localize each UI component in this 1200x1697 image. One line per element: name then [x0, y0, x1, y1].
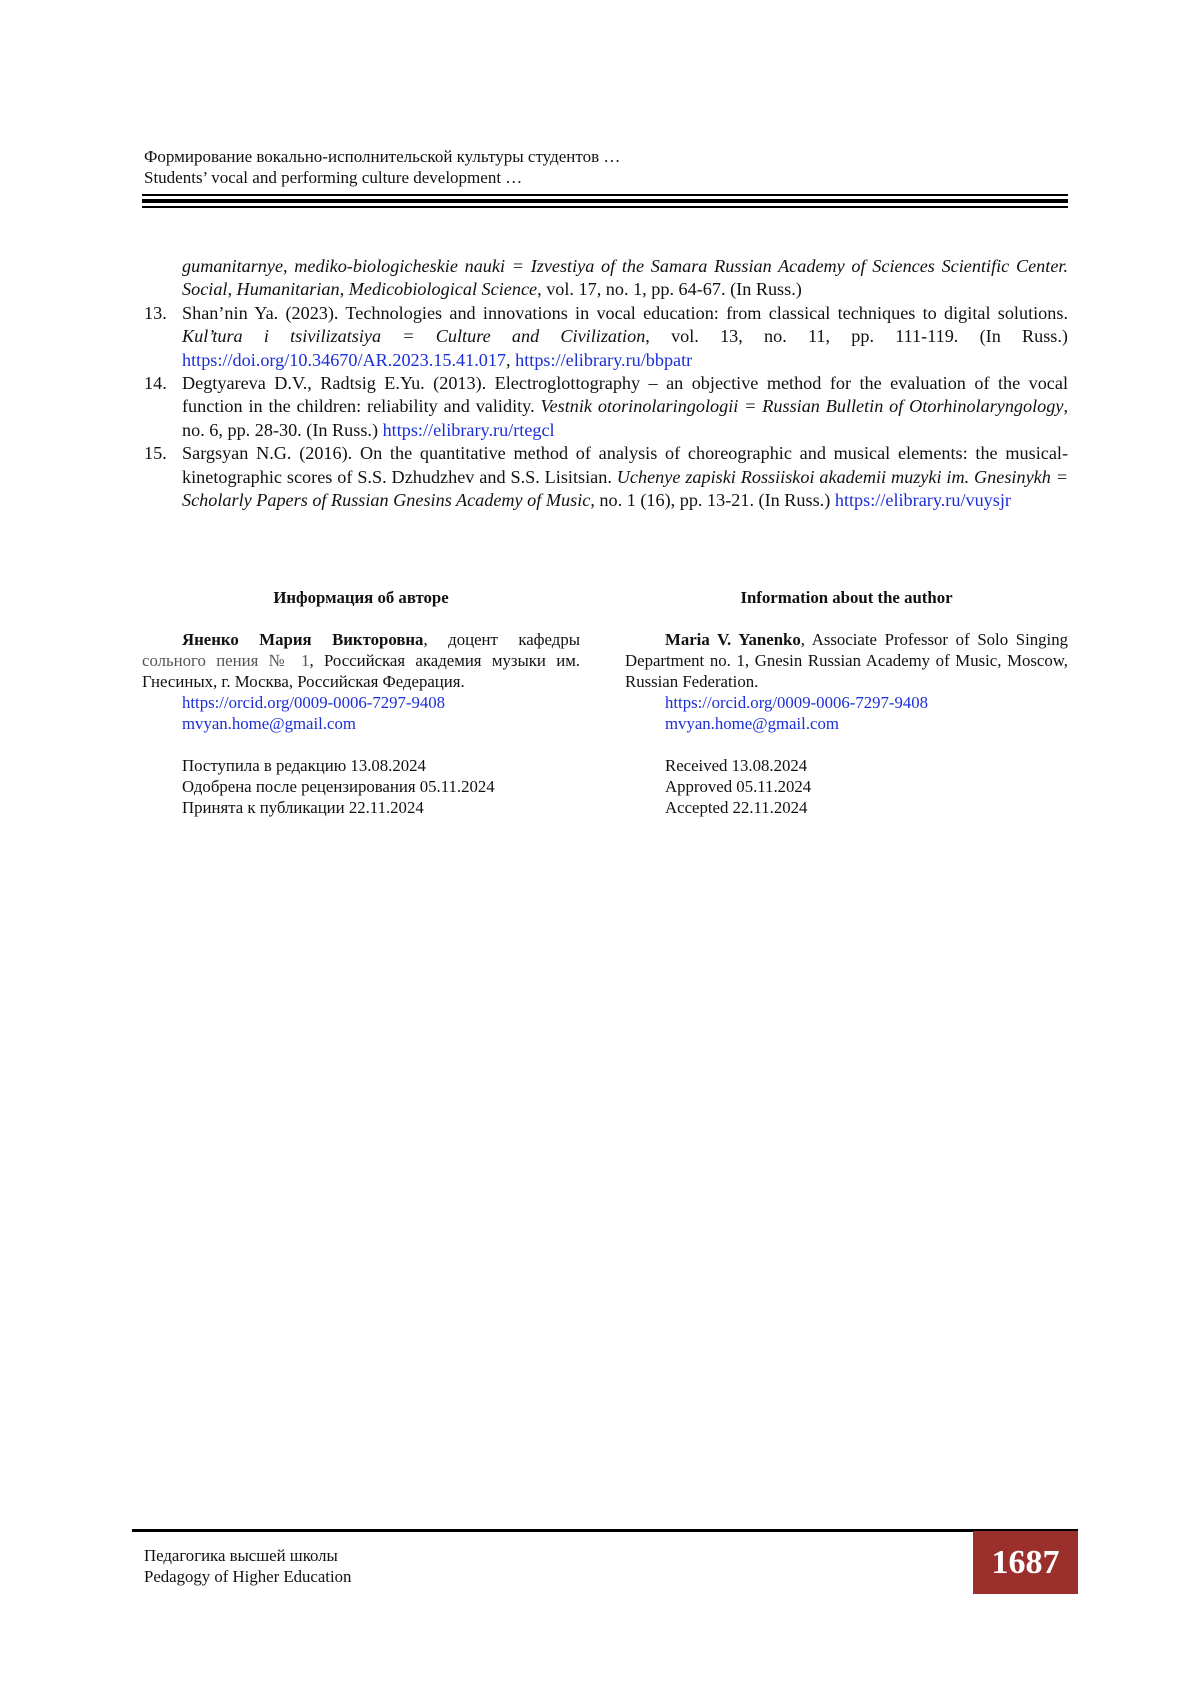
header-rule-3	[142, 206, 1068, 208]
reference-journal: Kul’tura i tsivilizatsiya = Culture and Civilization	[182, 326, 645, 346]
email-link[interactable]: mvyan.home@gmail.com	[625, 713, 1068, 734]
author-info-en	[625, 587, 1068, 818]
reference-item	[144, 442, 1068, 512]
author-en-name: Maria V. Yanenko	[665, 630, 801, 649]
author-ru-name: Яненко Мария Викторовна	[182, 630, 423, 649]
running-header-en: Students’ vocal and performing culture development …	[144, 167, 522, 188]
author-en-affiliation: , Associate Professor of Solo Singing Department no. 1, Gnesin Russian Academy of Music, Moscow, Russian Federation.	[625, 630, 1068, 691]
author-ru-affiliation: , Российская академия музыки им. Гнесиных, г. Москва, Российская Федерация.	[142, 651, 580, 691]
reference-item	[144, 372, 1068, 442]
email-link[interactable]: mvyan.home@gmail.com	[142, 713, 580, 734]
reference-text: Sargsyan N.G. (2016). On the quantitative method of analysis of choreographic and musical elements: the musical-kinetographic scores of S.S. Dzhudzhev and S.S. Lisitsian.	[182, 443, 1068, 486]
elibrary-link[interactable]: https://elibrary.ru/vuysjr	[835, 490, 1011, 510]
orcid-link[interactable]: https://orcid.org/0009-0006-7297-9408	[625, 692, 1068, 713]
author-info-en-title: Information about the author	[625, 587, 1068, 608]
reference-text: Shan’nin Ya. (2023). Technologies and innovations in vocal education: from classical techniques to digital solutions.	[182, 303, 1068, 323]
reference-details: , no. 1 (16), pp. 13-21. (In Russ.)	[590, 490, 835, 510]
received-date: Received 13.08.2024	[625, 755, 1068, 776]
author-ru-department: сольного пения № 1	[142, 651, 309, 670]
reference-number: 13.	[144, 302, 167, 325]
approved-date: Approved 05.11.2024	[625, 776, 1068, 797]
author-ru-description	[142, 629, 580, 692]
doi-link[interactable]: https://doi.org/10.34670/AR.2023.15.41.017	[182, 350, 506, 370]
reference-continuation	[144, 255, 1068, 302]
reference-number: 14.	[144, 372, 167, 395]
author-ru-position: , доцент кафедры	[423, 630, 580, 649]
journal-name-en: Pedagogy of Higher Education	[144, 1566, 351, 1587]
reference-number: 15.	[144, 442, 167, 465]
footer-rule	[132, 1529, 1078, 1532]
approved-date: Одобрена после рецензирования 05.11.2024	[142, 776, 580, 797]
reference-journal: gumanitarnye, mediko-biologicheskie nauki = Izvestiya of the Samara Russian Academy of Sciences Scientific Center. Social, Humanitarian, Medicobiological Science	[182, 256, 1068, 299]
author-en-description	[625, 629, 1068, 692]
reference-text: Degtyareva D.V., Radtsig E.Yu. (2013). Electroglottography – an objective method for the evaluation of the vocal function in the children: reliability and validity.	[182, 373, 1068, 416]
author-info-ru	[142, 587, 580, 818]
link-separator: ,	[506, 350, 515, 370]
reference-details: , vol. 17, no. 1, pp. 64-67. (In Russ.)	[537, 279, 802, 299]
elibrary-link[interactable]: https://elibrary.ru/rtegcl	[383, 420, 555, 440]
accepted-date: Accepted 22.11.2024	[625, 797, 1068, 818]
elibrary-link[interactable]: https://elibrary.ru/bbpatr	[515, 350, 692, 370]
header-rule-2	[142, 199, 1068, 203]
references-list	[144, 255, 1068, 512]
received-date: Поступила в редакцию 13.08.2024	[142, 755, 580, 776]
reference-details: , no. 6, pp. 28-30. (In Russ.)	[182, 396, 1068, 439]
header-rule-1	[142, 194, 1068, 196]
orcid-link[interactable]: https://orcid.org/0009-0006-7297-9408	[142, 692, 580, 713]
accepted-date: Принята к публикации 22.11.2024	[142, 797, 580, 818]
reference-details: , vol. 13, no. 11, pp. 111-119. (In Russ.)	[645, 326, 1068, 346]
reference-journal: Uchenye zapiski Rossiiskoi akademii muzyki im. Gnesinykh = Scholarly Papers of Russian Gnesins Academy of Music	[182, 467, 1068, 510]
running-header-ru: Формирование вокально-исполнительской культуры студентов …	[144, 146, 620, 167]
page-number: 1687	[973, 1531, 1078, 1594]
author-info-ru-title: Информация об авторе	[142, 587, 580, 608]
journal-name-ru: Педагогика высшей школы	[144, 1545, 338, 1566]
reference-journal: Vestnik otorinolaringologii = Russian Bulletin of Otorhinolaryngology	[540, 396, 1063, 416]
reference-item	[144, 302, 1068, 372]
